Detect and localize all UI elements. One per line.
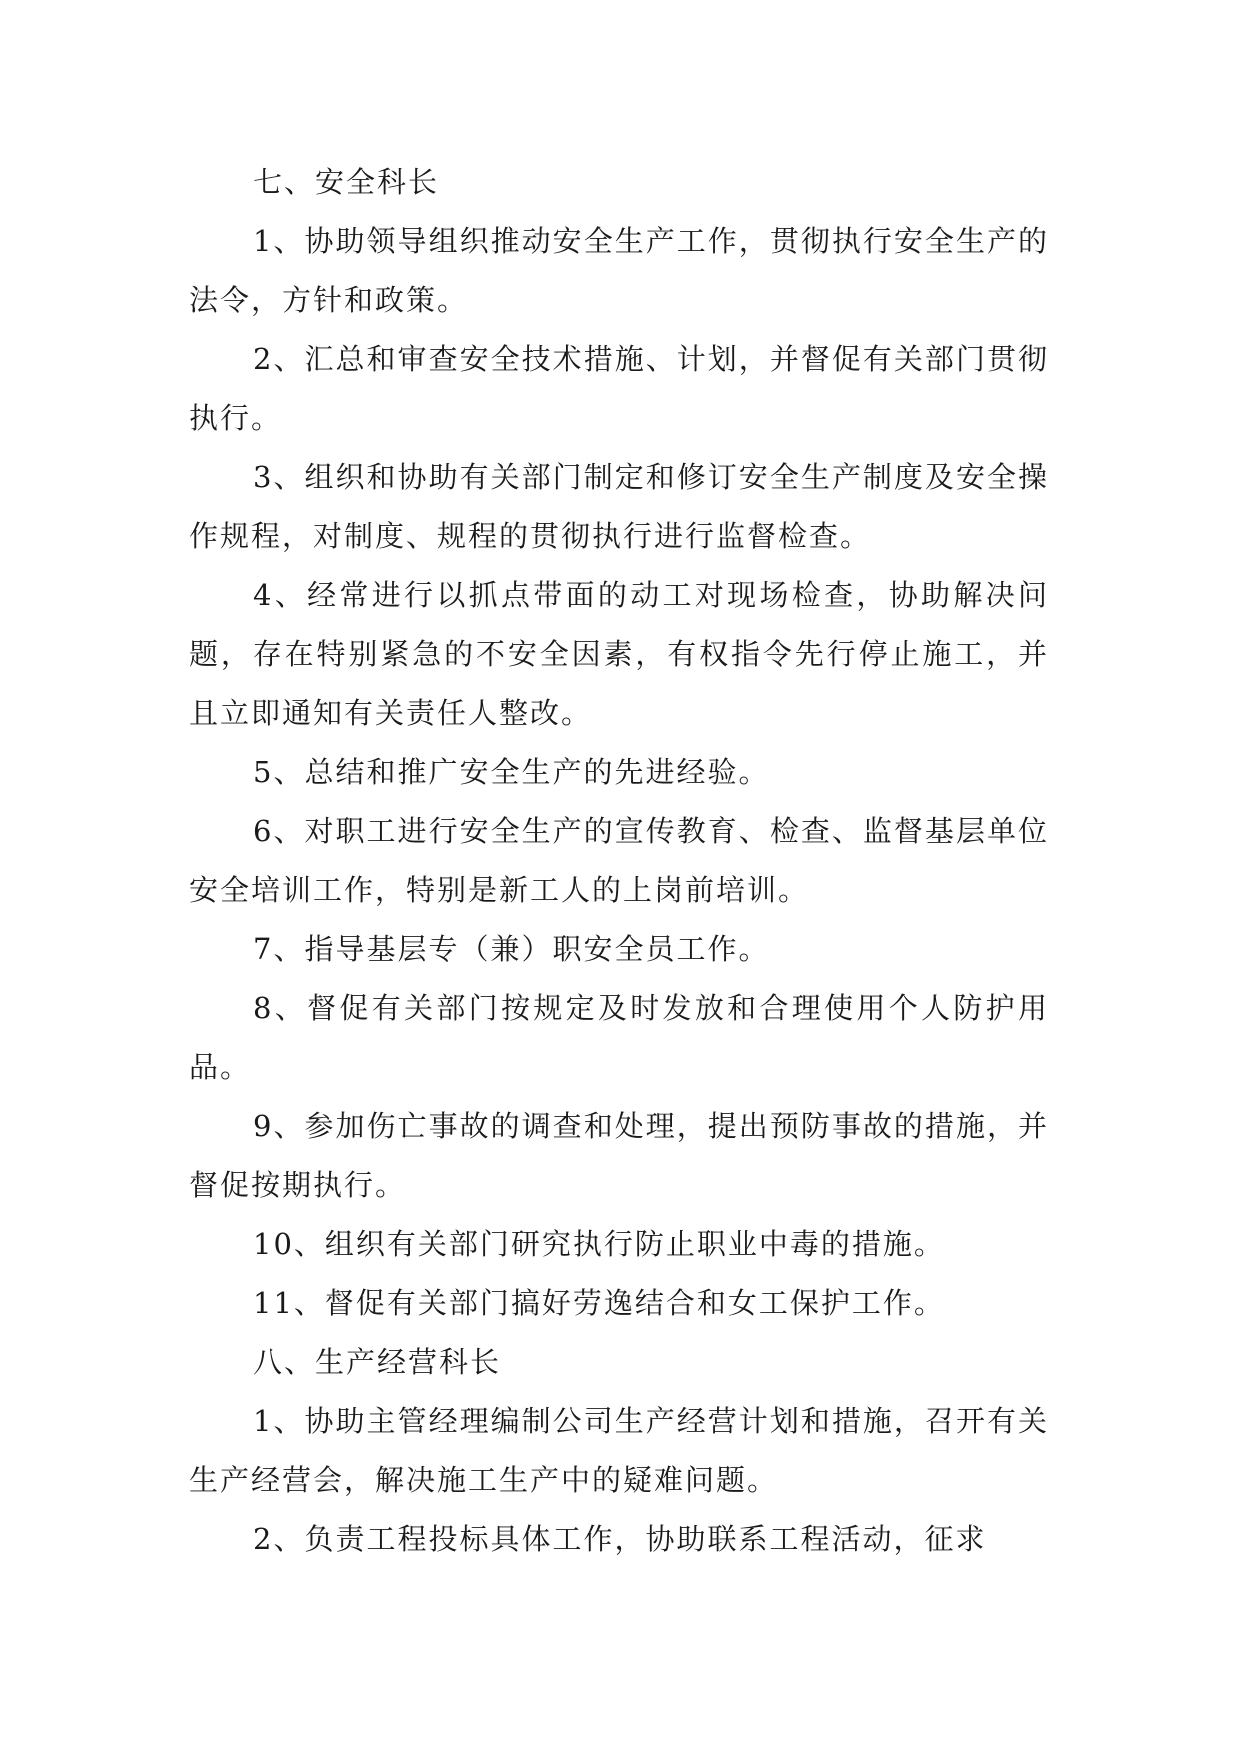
paragraph: 9、参加伤亡事故的调查和处理，提出预防事故的措施，并督促按期执行。 xyxy=(189,1109,1049,1202)
paragraph: 2、负责工程投标具体工作，协助联系工程活动，征求 xyxy=(253,1522,987,1556)
paragraph: 4、经常进行以抓点带面的动工对现场检查，协助解决问题，存在特别紧急的不安全因素，有权指令先行停止施工，并且立即通知有关责任人整改。 xyxy=(189,578,1049,730)
section-heading-production-chief: 八、生产经营科长 xyxy=(253,1345,502,1379)
paragraph: 1、协助领导组织推动安全生产工作，贯彻执行安全生产的法令，方针和政策。 xyxy=(189,224,1049,317)
paragraph: 1、协助主管经理编制公司生产经营计划和措施，召开有关生产经营会，解决施工生产中的疑难问题。 xyxy=(189,1404,1049,1497)
paragraph: 3、组织和协助有关部门制定和修订安全生产制度及安全操作规程，对制度、规程的贯彻执行进行监督检查。 xyxy=(189,460,1049,553)
paragraph: 11、督促有关部门搞好劳逸结合和女工保护工作。 xyxy=(253,1286,945,1320)
section-heading-safety-chief: 七、安全科长 xyxy=(253,165,440,199)
paragraph: 7、指导基层专（兼）职安全员工作。 xyxy=(253,932,770,966)
document-body xyxy=(189,153,1049,1569)
paragraph: 10、组织有关部门研究执行防止职业中毒的措施。 xyxy=(253,1227,945,1261)
paragraph: 6、对职工进行安全生产的宣传教育、检查、监督基层单位安全培训工作，特别是新工人的上岗前培训。 xyxy=(189,814,1049,907)
paragraph: 5、总结和推广安全生产的先进经验。 xyxy=(253,755,770,789)
paragraph: 2、汇总和审查安全技术措施、计划，并督促有关部门贯彻执行。 xyxy=(189,342,1049,435)
paragraph: 8、督促有关部门按规定及时发放和合理使用个人防护用品。 xyxy=(189,991,1049,1084)
